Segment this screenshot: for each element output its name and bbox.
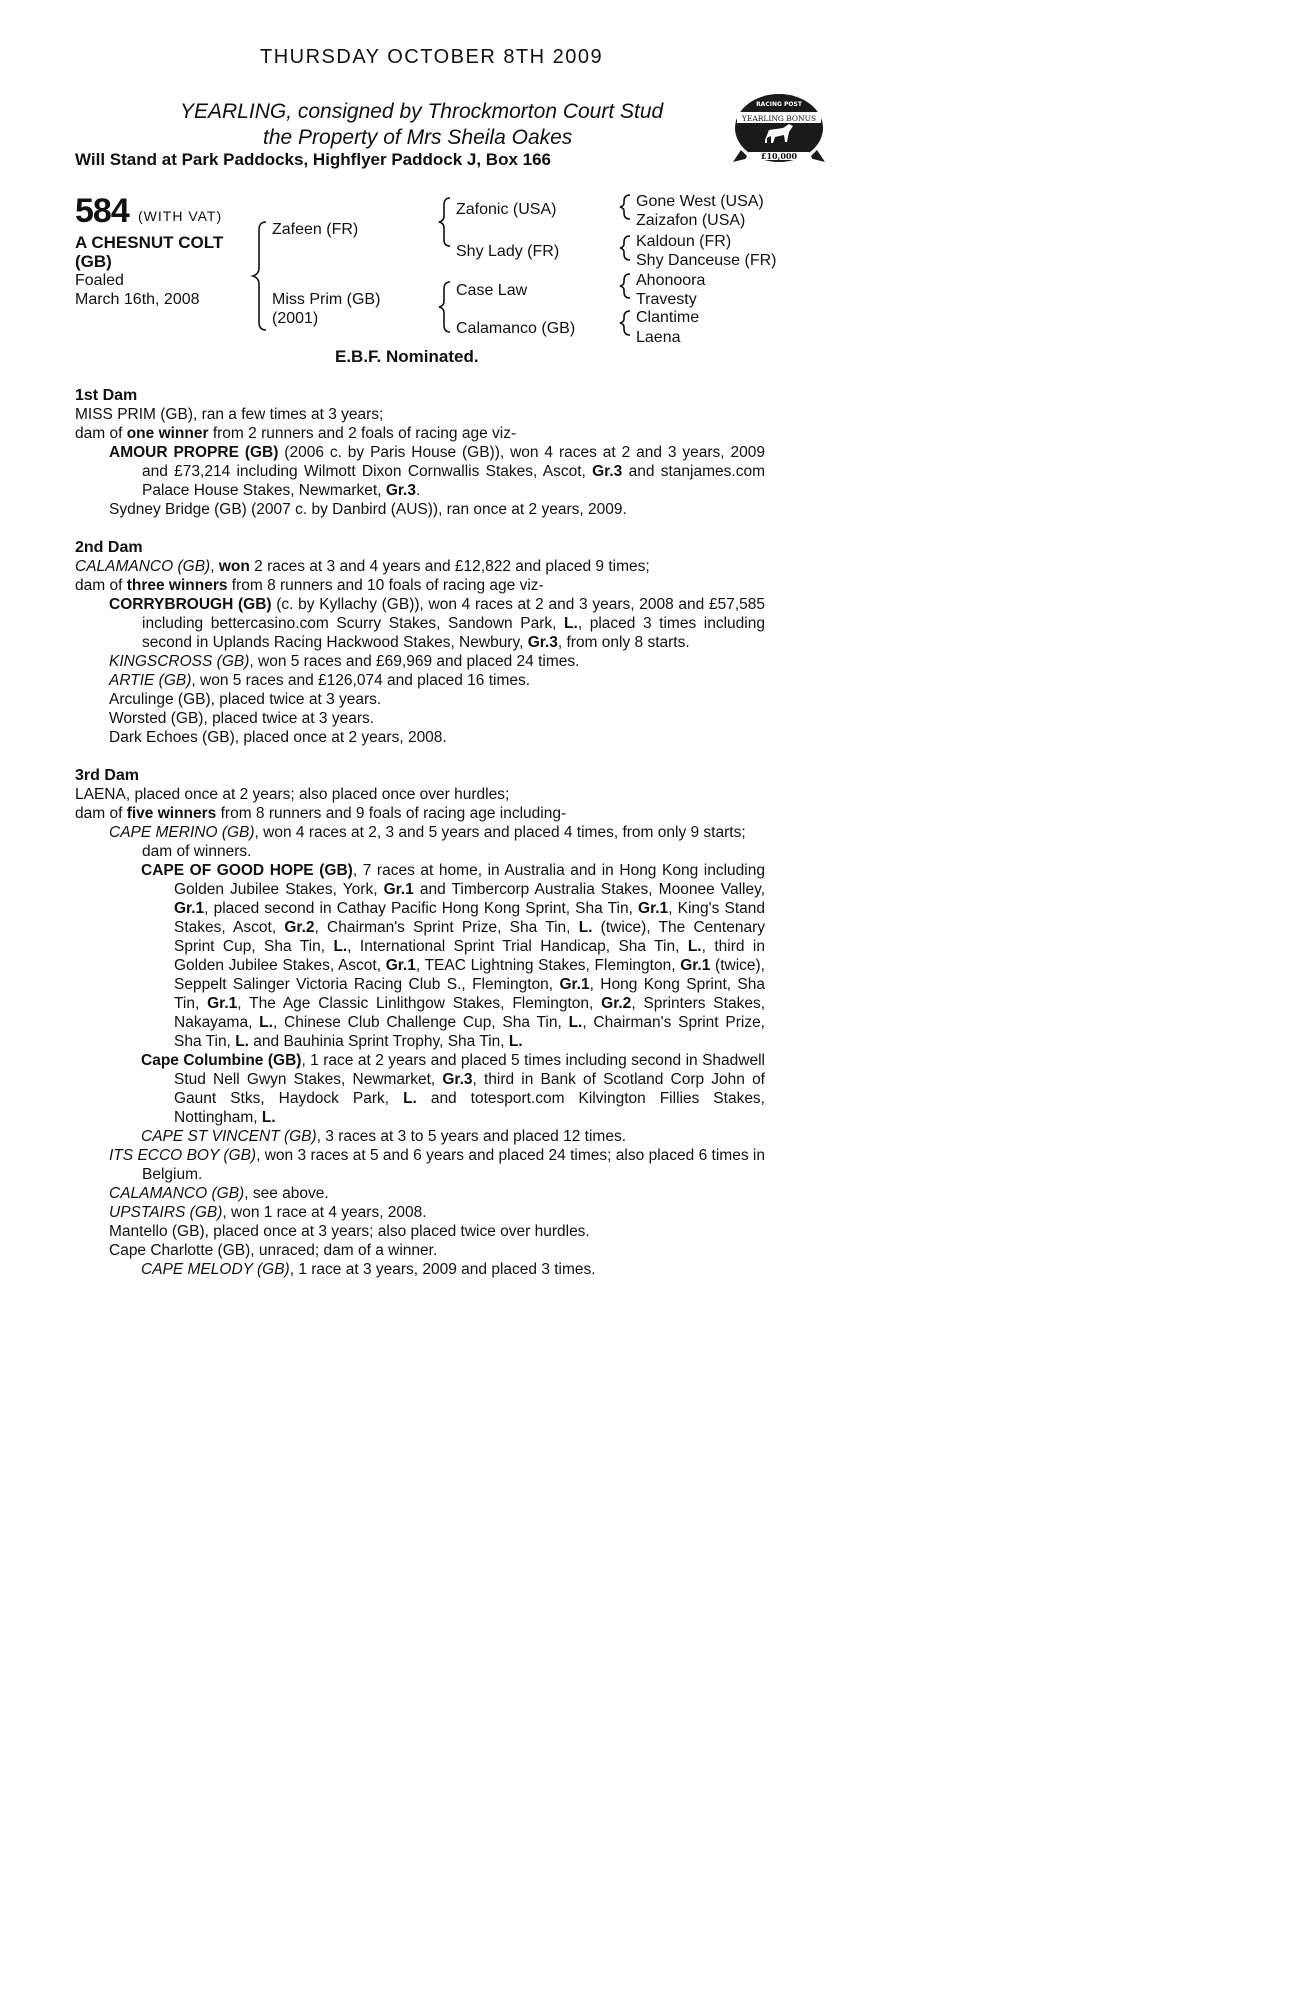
progeny-entry (75, 823, 765, 861)
text-run: , Sprinters Stakes, Nakayama, (174, 995, 765, 1031)
text-run: from 8 runners and 9 foals of racing age including- (216, 805, 567, 822)
text-run: , from only 8 starts. (557, 634, 690, 651)
progeny-name: CAPE MERINO (GB) (109, 824, 255, 841)
text-run: , see above. (244, 1185, 329, 1202)
text-run: won (218, 558, 250, 575)
winners-count: three winners (126, 577, 228, 594)
text-run: , TEAC Lightning Stakes, Flemington, (415, 957, 681, 974)
race-grade: L. (333, 938, 348, 955)
sale-date: THURSDAY OCTOBER 8TH 2009 (260, 46, 604, 68)
ebf-nominated: E.B.F. Nominated. (335, 347, 479, 366)
text-run: (c. by Kyllachy (GB)), won 4 races at 2 and 3 years, 2008 and £57,585 including bettercasino.com Scurry Stakes, Sandown Park, (142, 596, 766, 632)
stand-location: Will Stand at Park Paddocks, Highflyer Paddock J, Box 166 (75, 150, 551, 169)
progeny-entry: Mantello (GB), placed once at 3 years; also placed twice over hurdles. (109, 1223, 590, 1240)
race-grade: Gr.1 (174, 900, 205, 917)
race-grade: Gr.1 (207, 995, 238, 1012)
race-grade: L. (261, 1109, 276, 1126)
winners-count: one winner (126, 425, 209, 442)
text-run: , Hong Kong Sprint, Sha Tin, (174, 976, 765, 1012)
progeny-name: CALAMANCO (GB) (109, 1185, 245, 1202)
pedigree-third-gen: Gone West (USA) (636, 193, 764, 210)
race-grade: Gr.1 (385, 957, 416, 974)
pedigree-third-gen: Kaldoun (FR) (636, 233, 732, 250)
text-run: and totesport.com Kilvington Fillies Stakes, Nottingham, (174, 1090, 765, 1126)
second-dam-heading: 2nd Dam (75, 539, 143, 556)
lot-vat-label: (WITH VAT) (138, 208, 223, 224)
text-run: , placed 3 times including second in Uplands Racing Hackwood Stakes, Newbury, (142, 615, 765, 651)
text-run: and Bauhinia Sprint Trophy, Sha Tin, (248, 1033, 509, 1050)
progeny-entry: Worsted (GB), placed twice at 3 years. (109, 710, 375, 727)
lot-number: 584 (75, 192, 129, 230)
catalogue-body (75, 386, 765, 1279)
progeny-name: CAPE MELODY (GB) (141, 1261, 290, 1278)
race-grade: L. (403, 1090, 417, 1107)
progeny-entry (75, 1203, 765, 1222)
text-run: , (210, 558, 219, 575)
text-run: dam of (75, 577, 127, 594)
race-grade: L. (578, 919, 593, 936)
race-grade: Gr.1 (383, 881, 414, 898)
progeny-name: CORRYBROUGH (GB) (109, 596, 272, 613)
pedigree-dam-year: (2001) (272, 310, 319, 327)
progeny-name: CAPE OF GOOD HOPE (GB) (141, 862, 353, 879)
grand-progeny-entry (75, 1260, 765, 1279)
consignment-owner-line: the Property of Mrs Sheila Oakes (263, 126, 573, 149)
race-grade: L. (564, 615, 578, 632)
foaled-date: March 16th, 2008 (75, 291, 200, 308)
pedigree-third-gen: Clantime (636, 309, 700, 326)
text-run: (twice), The Centenary Sprint Cup, Sha Tin, (174, 919, 765, 955)
progeny-entry: Arculinge (GB), placed twice at 3 years. (109, 691, 382, 708)
yearling-bonus-badge (727, 90, 831, 168)
text-run: , Chairman's Sprint Prize, Sha Tin, (314, 919, 579, 936)
progeny-name: ARTIE (GB) (109, 672, 192, 689)
pedigree-dam-dam: Calamanco (GB) (456, 320, 576, 337)
text-run: , placed second in Cathay Pacific Hong Kong Sprint, Sha Tin, (204, 900, 639, 917)
progeny-name: KINGSCROSS (GB) (109, 653, 250, 670)
progeny-entry (75, 1184, 765, 1203)
race-grade: L. (568, 1014, 583, 1031)
race-grade: Gr.2 (284, 919, 315, 936)
consignment-line: YEARLING, consigned by Throckmorton Court Stud (180, 100, 664, 123)
text-run: and stanjames.com Palace House Stakes, Newmarket, (142, 463, 765, 499)
progeny-entry (75, 443, 765, 500)
pedigree-dam: Miss Prim (GB) (272, 291, 381, 308)
grand-progeny-entry (75, 861, 765, 1051)
text-run: (2006 c. by Paris House (GB)), won 4 races at 2 and 3 years, 2009 and £73,214 including Wilmott Dixon Cornwallis Stakes, Ascot, (142, 444, 765, 480)
text-run: and Timbercorp Australia Stakes, Moonee Valley, (413, 881, 765, 898)
text-run: , Chairman's Sprint Prize, Sha Tin, (174, 1014, 765, 1050)
text-run: , 7 races at home, in Australia and in Hong Kong including Golden Jubilee Stakes, York, (174, 862, 765, 898)
foaled-label: Foaled (75, 272, 124, 289)
first-dam-summary: MISS PRIM (GB), ran a few times at 3 years; (75, 406, 384, 423)
race-grade: Gr.3 (527, 634, 558, 651)
race-grade: L. (235, 1033, 249, 1050)
text-run: , won 1 race at 4 years, 2008. (222, 1204, 427, 1221)
pedigree-sire-sire: Zafonic (USA) (456, 201, 557, 218)
grand-progeny-entry (75, 1051, 765, 1127)
grand-progeny-entry (75, 1127, 765, 1146)
first-dam-produce-line (75, 424, 765, 443)
progeny-entry: Dark Echoes (GB), placed once at 2 years, 2008. (109, 729, 447, 746)
text-run: (twice), Seppelt Salinger Victoria Racing Club S., Flemington, (174, 957, 765, 993)
race-grade: Gr.1 (638, 900, 669, 917)
text-run: , won 4 races at 2, 3 and 5 years and placed 4 times, from only 9 starts; dam of winners. (142, 824, 746, 860)
text-run: , International Sprint Trial Handicap, Sha Tin, (347, 938, 688, 955)
progeny-name: ITS ECCO BOY (GB) (109, 1147, 257, 1164)
text-run: from 2 runners and 2 foals of racing age viz- (208, 425, 517, 442)
text-run: , won 3 races at 5 and 6 years and placed 24 times; also placed 6 times in Belgium. (142, 1147, 765, 1183)
race-grade: Gr.1 (680, 957, 711, 974)
pedigree-sire: Zafeen (FR) (272, 221, 359, 238)
text-run: . (415, 482, 421, 499)
race-grade: Gr.3 (442, 1071, 473, 1088)
text-run: , King's Stand Stakes, Ascot, (174, 900, 765, 936)
pedigree-third-gen: Travesty (636, 291, 697, 308)
progeny-name: UPSTAIRS (GB) (109, 1204, 223, 1221)
pedigree-dam-sire: Case Law (456, 282, 528, 299)
text-run: , won 5 races and £126,074 and placed 16 times. (191, 672, 531, 689)
text-run: , The Age Classic Linlithgow Stakes, Flemington, (237, 995, 602, 1012)
horse-origin: (GB) (75, 252, 112, 271)
race-grade: Gr.3 (385, 482, 416, 499)
text-run: dam of (75, 805, 127, 822)
progeny-name: AMOUR PROPRE (GB) (109, 444, 279, 461)
pedigree-third-gen: Zaizafon (USA) (636, 212, 746, 229)
progeny-name: Cape Columbine (GB) (141, 1052, 302, 1069)
first-dam-heading: 1st Dam (75, 387, 138, 404)
third-dam-summary: LAENA, placed once at 2 years; also placed once over hurdles; (75, 786, 510, 803)
text-run: , 3 races at 3 to 5 years and placed 12 times. (316, 1128, 626, 1145)
progeny-entry (75, 595, 765, 652)
progeny-entry (75, 1146, 765, 1184)
progeny-entry: Cape Charlotte (GB), unraced; dam of a winner. (109, 1242, 438, 1259)
text-run: from 8 runners and 10 foals of racing age viz- (227, 577, 544, 594)
pedigree-third-gen: Ahonoora (636, 272, 706, 289)
progeny-entry (75, 671, 765, 690)
text-run: , 1 race at 3 years, 2009 and placed 3 times. (289, 1261, 596, 1278)
progeny-entry (75, 652, 765, 671)
race-grade: Gr.3 (592, 463, 623, 480)
progeny-entry: Sydney Bridge (GB) (2007 c. by Danbird (AUS)), ran once at 2 years, 2009. (109, 501, 627, 518)
badge-middle-text: YEARLING BONUS (741, 114, 817, 123)
third-dam-produce-line (75, 804, 765, 823)
progeny-name: CAPE ST VINCENT (GB) (141, 1128, 317, 1145)
yearling-bonus-logo-icon (727, 90, 831, 168)
text-run: , won 5 races and £69,969 and placed 24 times. (249, 653, 580, 670)
text-run: , 1 race at 2 years and placed 5 times including second in Shadwell Stud Nell Gwyn Stakes, Newmarket, (174, 1052, 765, 1088)
race-grade: Gr.1 (559, 976, 590, 993)
second-dam-produce-line (75, 576, 765, 595)
horse-description: A CHESNUT COLT (75, 233, 224, 252)
pedigree-third-gen: Laena (636, 329, 681, 346)
text-run: , third in Golden Jubilee Stakes, Ascot, (174, 938, 765, 974)
badge-amount: £10,000 (760, 151, 798, 161)
race-grade: L. (259, 1014, 273, 1031)
text-run: , third in Bank of Scotland Corp John of Gaunt Stks, Haydock Park, (174, 1071, 765, 1107)
race-grade: Gr.2 (601, 995, 632, 1012)
text-run: dam of (75, 425, 127, 442)
text-run: , Chinese Club Challenge Cup, Sha Tin, (272, 1014, 569, 1031)
pedigree-sire-dam: Shy Lady (FR) (456, 243, 560, 260)
race-grade: L. (687, 938, 702, 955)
dam-name: CALAMANCO (GB) (75, 558, 211, 575)
second-dam-summary (75, 557, 765, 576)
text-run: 2 races at 3 and 4 years and £12,822 and placed 9 times; (249, 558, 650, 575)
race-grade: L. (508, 1033, 523, 1050)
badge-top-text: RACING POST (756, 101, 802, 108)
third-dam-heading: 3rd Dam (75, 767, 140, 784)
pedigree-third-gen: Shy Danceuse (FR) (636, 252, 777, 269)
winners-count: five winners (126, 805, 217, 822)
